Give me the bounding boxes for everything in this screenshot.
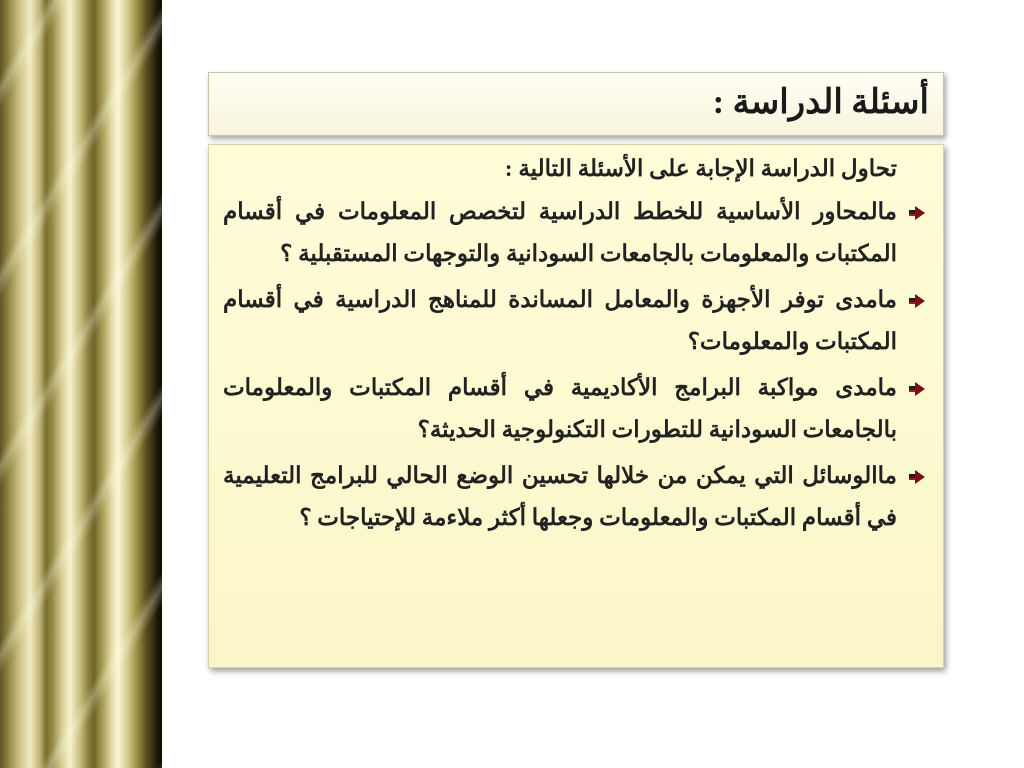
content-box — [208, 144, 944, 668]
arrow-right-icon — [909, 294, 925, 308]
title-box — [208, 72, 944, 136]
question-text: مامدى توفر الأجهزة والمعامل المساندة للمناهج الدراسية في أقسام المكتبات والمعلومات؟ — [223, 287, 897, 354]
arrow-right-icon — [909, 382, 925, 396]
question-text: مالمحاور الأساسية للخطط الدراسية لتخصص المعلومات في أقسام المكتبات والمعلومات بالجامعات السودانية والتوجهات المستقبلية ؟ — [223, 199, 897, 266]
arrow-right-icon — [909, 470, 925, 484]
decorative-column — [0, 0, 162, 768]
questions-list — [223, 191, 933, 539]
question-item — [223, 191, 933, 275]
question-item — [223, 367, 933, 451]
arrow-right-icon — [909, 206, 925, 220]
slide-title: أسئلة الدراسة : — [712, 84, 929, 121]
intro-line: تحاول الدراسة الإجابة على الأسئلة التالية : — [504, 156, 897, 181]
question-text: مامدى مواكبة البرامج الأكاديمية في أقسام المكتبات والمعلومات بالجامعات السودانية للتطورات التكنولوجية الحديثة؟ — [223, 375, 897, 442]
question-item — [223, 279, 933, 363]
question-item — [223, 455, 933, 539]
content-text — [223, 151, 933, 543]
question-text: ماالوسائل التي يمكن من خلالها تحسين الوضع الحالي للبرامج التعليمية في أقسام المكتبات والمعلومات وجعلها أكثر ملاءمة للإحتياجات ؟ — [223, 463, 897, 530]
